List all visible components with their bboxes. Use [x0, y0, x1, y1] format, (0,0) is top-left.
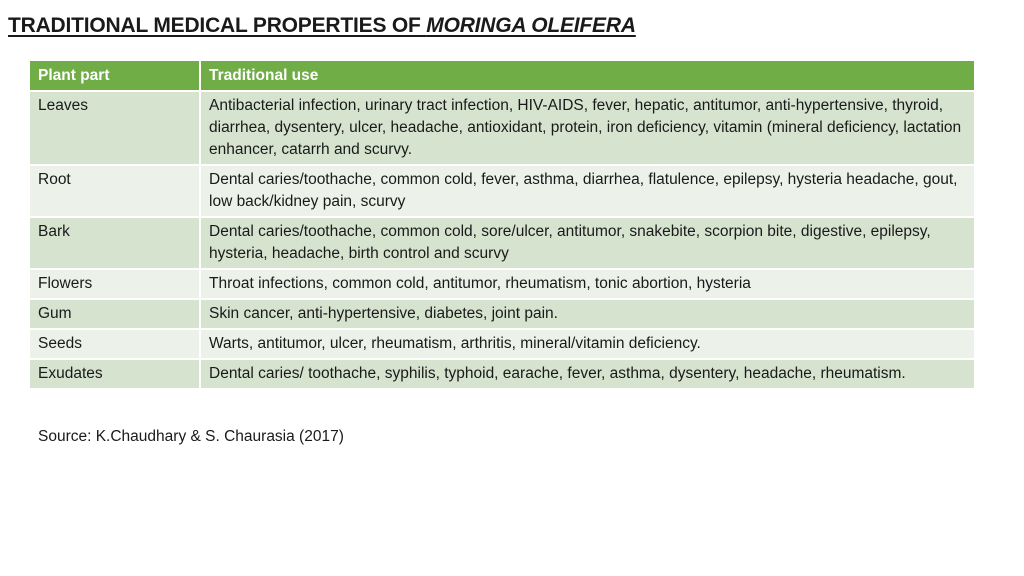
- table-row: [30, 359, 974, 388]
- traditional-use-cell: Dental caries/toothache, common cold, fever, asthma, diarrhea, flatulence, epilepsy, hysteria headache, gout, low back/kidney pain, scurvy: [200, 165, 974, 217]
- page-title: [8, 14, 636, 38]
- traditional-use-cell: Dental caries/toothache, common cold, sore/ulcer, antitumor, snakebite, scorpion bite, digestive, epilepsy, hysteria, headache, birth control and scurvy: [200, 217, 974, 269]
- traditional-use-cell: Skin cancer, anti-hypertensive, diabetes, joint pain.: [200, 299, 974, 329]
- table-header-row: [30, 61, 974, 91]
- table-row: [30, 299, 974, 329]
- table-row: [30, 165, 974, 217]
- title-prefix: TRADITIONAL MEDICAL PROPERTIES OF: [8, 14, 427, 37]
- traditional-use-cell: Antibacterial infection, urinary tract infection, HIV-AIDS, fever, hepatic, antitumor, anti-hypertensive, thyroid, diarrhea, dysentery, ulcer, headache, antioxidant, protein, iron deficiency, vitamin (mineral deficiency, lactation enhancer, catarrh and scurvy.: [200, 91, 974, 165]
- source-citation: Source: K.Chaudhary & S. Chaurasia (2017): [38, 428, 344, 445]
- traditional-use-cell: Dental caries/ toothache, syphilis, typhoid, earache, fever, asthma, dysentery, headache, rheumatism.: [200, 359, 974, 388]
- properties-table: [30, 61, 974, 388]
- plant-part-cell: Root: [30, 165, 200, 217]
- traditional-use-cell: Throat infections, common cold, antitumor, rheumatism, tonic abortion, hysteria: [200, 269, 974, 299]
- plant-part-cell: Flowers: [30, 269, 200, 299]
- plant-part-cell: Bark: [30, 217, 200, 269]
- column-header-traditional-use: Traditional use: [200, 61, 974, 91]
- traditional-use-cell: Warts, antitumor, ulcer, rheumatism, arthritis, mineral/vitamin deficiency.: [200, 329, 974, 359]
- plant-part-cell: Seeds: [30, 329, 200, 359]
- table-row: [30, 217, 974, 269]
- column-header-plant-part: Plant part: [30, 61, 200, 91]
- plant-part-cell: Gum: [30, 299, 200, 329]
- plant-part-cell: Leaves: [30, 91, 200, 165]
- plant-part-cell: Exudates: [30, 359, 200, 388]
- properties-table-container: [30, 61, 974, 388]
- table-row: [30, 269, 974, 299]
- title-species: MORINGA OLEIFERA: [426, 14, 636, 37]
- table-row: [30, 329, 974, 359]
- table-row: [30, 91, 974, 165]
